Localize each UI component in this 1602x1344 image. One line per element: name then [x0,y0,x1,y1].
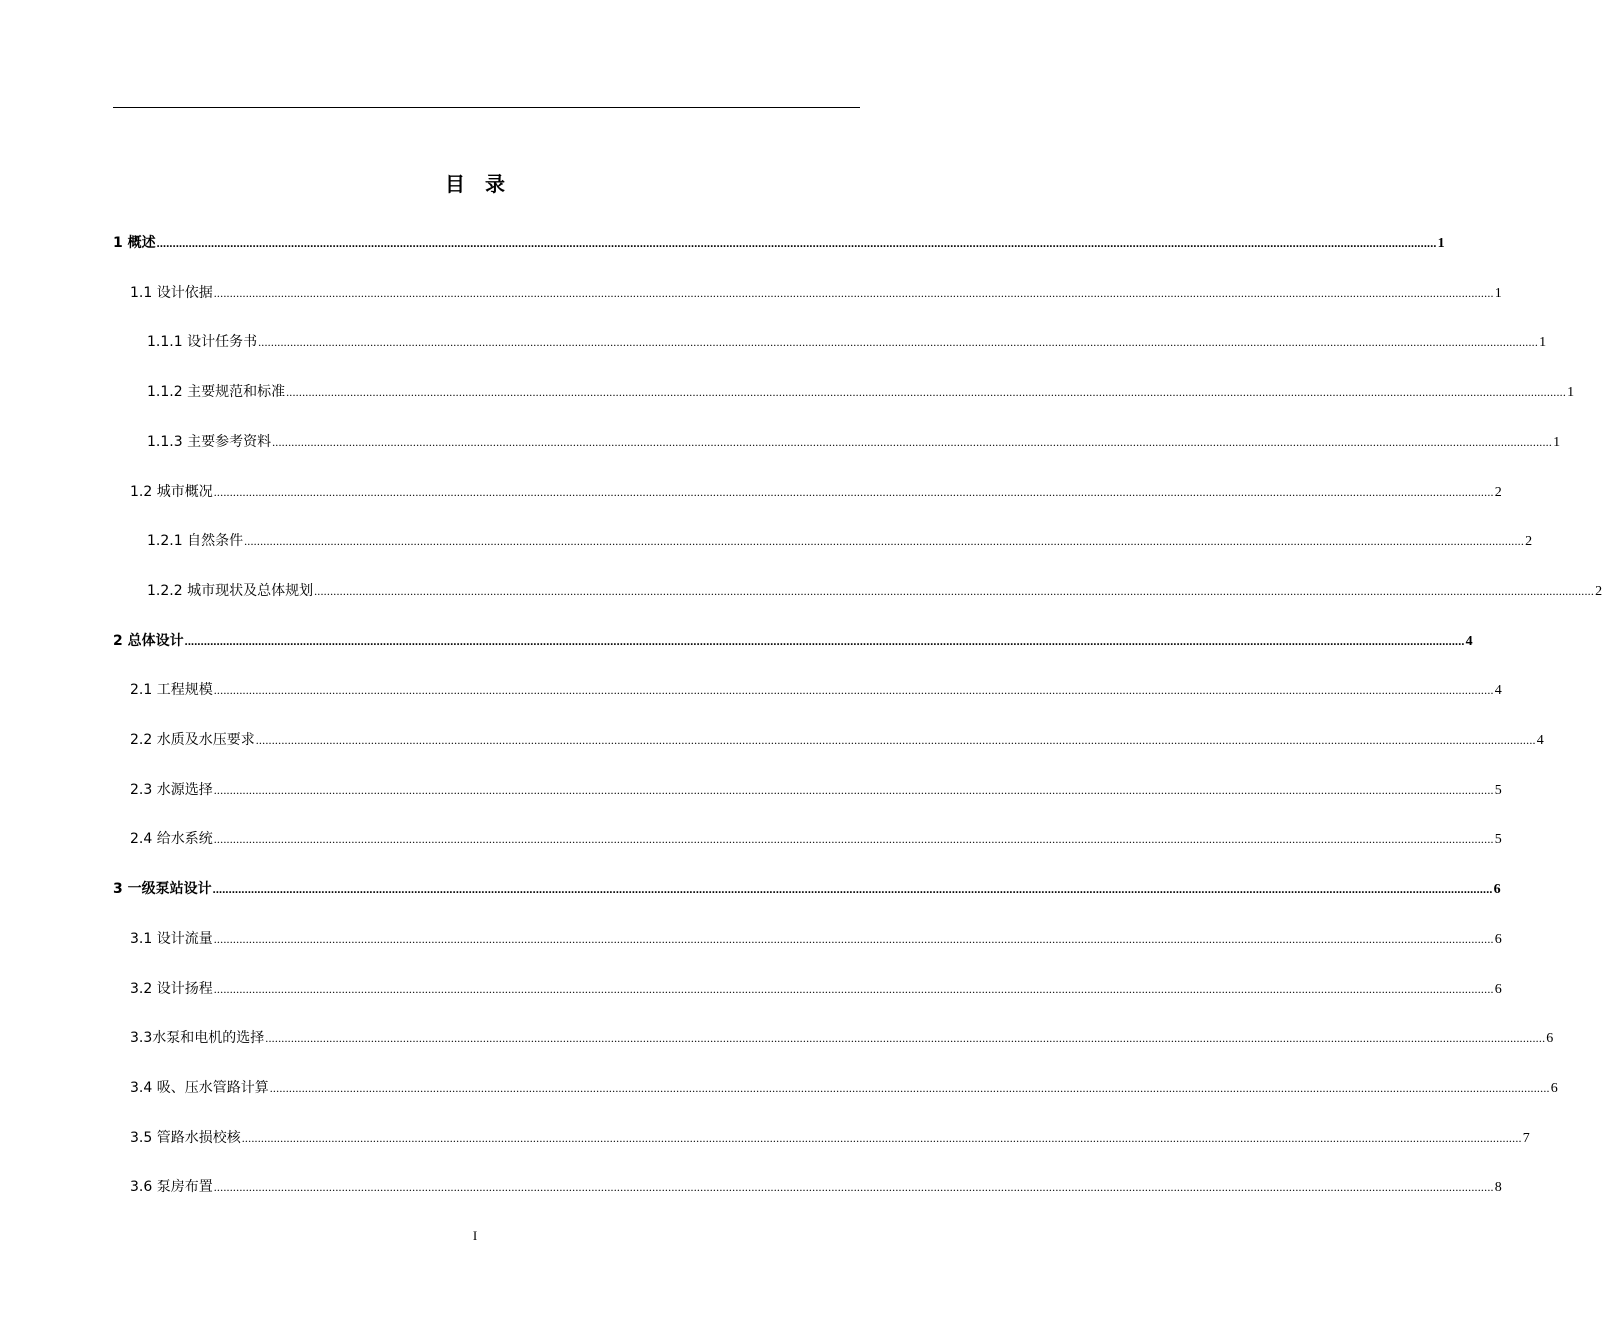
toc-entry[interactable] [130,281,1502,305]
toc-dot-leader: ................................................................................................................................................................................................................................................................................................................................................................................................................ [314,583,1595,598]
toc-dot-leader: ................................................................................................................................................................................................................................................................................................................................................................................................................ [212,882,1493,897]
toc-entry-page: 8 [1494,1180,1502,1196]
toc-dot-leader: ................................................................................................................................................................................................................................................................................................................................................................................................................ [269,1080,1550,1095]
toc-entry[interactable] [147,579,1602,603]
toc-entry-page: 6 [1494,981,1502,997]
toc-entry[interactable] [147,430,1561,454]
toc-dot-leader: ................................................................................................................................................................................................................................................................................................................................................................................................................ [156,236,1437,250]
toc-entry-page: 1 [1539,335,1547,351]
toc-entry-label: 1 概述 [113,235,156,251]
toc-dot-leader: ................................................................................................................................................................................................................................................................................................................................................................................................................ [213,1180,1494,1195]
toc-entry-page: 4 [1536,733,1544,748]
toc-dot-leader: ................................................................................................................................................................................................................................................................................................................................................................................................................ [244,534,1525,549]
toc-dot-leader: ................................................................................................................................................................................................................................................................................................................................................................................................................ [213,285,1494,300]
toc-entry-page: 5 [1494,782,1502,798]
toc-entry[interactable] [113,877,1501,901]
toc-entry[interactable] [130,1126,1530,1150]
toc-dot-leader: ................................................................................................................................................................................................................................................................................................................................................................................................................ [213,832,1494,847]
toc-entry[interactable] [130,1175,1502,1199]
page-title [0,170,950,198]
toc-entry-page: 1 [1437,236,1445,251]
toc-entry-label: 1.1.2 主要规范和标准 [147,384,286,401]
page-title-text: 目 录 [445,172,505,196]
toc-dot-leader: ................................................................................................................................................................................................................................................................................................................................................................................................................ [272,434,1553,449]
toc-entry-page: 2 [1525,534,1533,550]
toc-entry-page: 1 [1553,434,1561,450]
toc-entry-page: 2 [1494,484,1502,500]
toc-dot-leader: ................................................................................................................................................................................................................................................................................................................................................................................................................ [255,733,1536,747]
toc-entry-page: 1 [1567,385,1575,401]
toc-entry-label: 3.1 设计流量 [130,930,213,947]
toc-entry[interactable] [130,977,1502,1001]
toc-entry-label: 3.6 泵房布置 [130,1179,213,1196]
toc-entry-label: 1.1 设计依据 [130,284,213,301]
page-number: I [472,1228,478,1243]
toc-dot-leader: ................................................................................................................................................................................................................................................................................................................................................................................................................ [213,683,1494,698]
toc-entry[interactable] [130,678,1502,702]
toc-entry-page: 6 [1494,931,1502,947]
toc-entry-label: 1.2.2 城市现状及总体规划 [147,582,314,599]
toc-dot-leader: ................................................................................................................................................................................................................................................................................................................................................................................................................ [213,981,1494,996]
toc-entry[interactable] [130,778,1502,802]
toc-entry[interactable] [130,927,1502,951]
toc-dot-leader: ................................................................................................................................................................................................................................................................................................................................................................................................................ [184,633,1465,648]
toc-entry[interactable] [113,231,1445,255]
toc-dot-leader: ................................................................................................................................................................................................................................................................................................................................................................................................................ [213,782,1494,797]
toc-entry-page: 5 [1494,832,1502,848]
toc-entry-label: 3.2 设计扬程 [130,980,213,997]
toc-dot-leader: ................................................................................................................................................................................................................................................................................................................................................................................................................ [258,335,1539,350]
toc-entry-label: 1.2.1 自然条件 [147,533,244,550]
toc-entry-label: 1.1.3 主要参考资料 [147,433,272,450]
toc-entry-page: 2 [1595,583,1602,599]
toc-entry-page: 4 [1494,683,1502,699]
toc-entry-label: 3.4 吸、压水管路计算 [130,1079,269,1096]
toc-entry[interactable] [130,1076,1558,1100]
toc-entry-page: 4 [1465,633,1473,649]
toc-entry[interactable] [147,529,1533,553]
toc-entry-page: 6 [1550,1080,1558,1096]
toc-entry-label: 2.1 工程规模 [130,682,213,699]
toc-dot-leader: ................................................................................................................................................................................................................................................................................................................................................................................................................ [265,1031,1546,1046]
toc-entry-label: 1.1.1 设计任务书 [147,334,258,351]
toc-entry-label: 3 一级泵站设计 [113,881,212,898]
toc-entry[interactable] [147,330,1547,354]
toc-dot-leader: ................................................................................................................................................................................................................................................................................................................................................................................................................ [286,385,1567,400]
toc-entry-label: 3.3水泵和电机的选择 [130,1030,265,1047]
toc-entry-label: 2 总体设计 [113,632,184,649]
toc-entry-label: 2.2 水质及水压要求 [130,732,255,748]
toc-entry[interactable] [130,728,1544,752]
toc-entry[interactable] [130,827,1502,851]
toc-dot-leader: ................................................................................................................................................................................................................................................................................................................................................................................................................ [241,1130,1522,1145]
toc-entry-page: 6 [1546,1031,1554,1047]
toc-entry[interactable] [130,480,1502,504]
toc-entry-label: 1.2 城市概况 [130,483,213,500]
toc-entry-page: 7 [1522,1130,1530,1146]
toc-entry-page: 1 [1494,285,1502,301]
toc-entry[interactable] [147,380,1575,404]
toc-dot-leader: ................................................................................................................................................................................................................................................................................................................................................................................................................ [213,931,1494,946]
toc-dot-leader: ................................................................................................................................................................................................................................................................................................................................................................................................................ [213,484,1494,499]
header-rule [113,107,860,108]
toc-entry-page: 6 [1493,882,1501,898]
toc-entry-label: 2.4 给水系统 [130,831,213,848]
toc-entry-label: 3.5 管路水损校核 [130,1129,241,1146]
toc-entry[interactable] [130,1026,1554,1050]
toc-entry[interactable] [113,629,1473,653]
toc-entry-label: 2.3 水源选择 [130,781,213,798]
